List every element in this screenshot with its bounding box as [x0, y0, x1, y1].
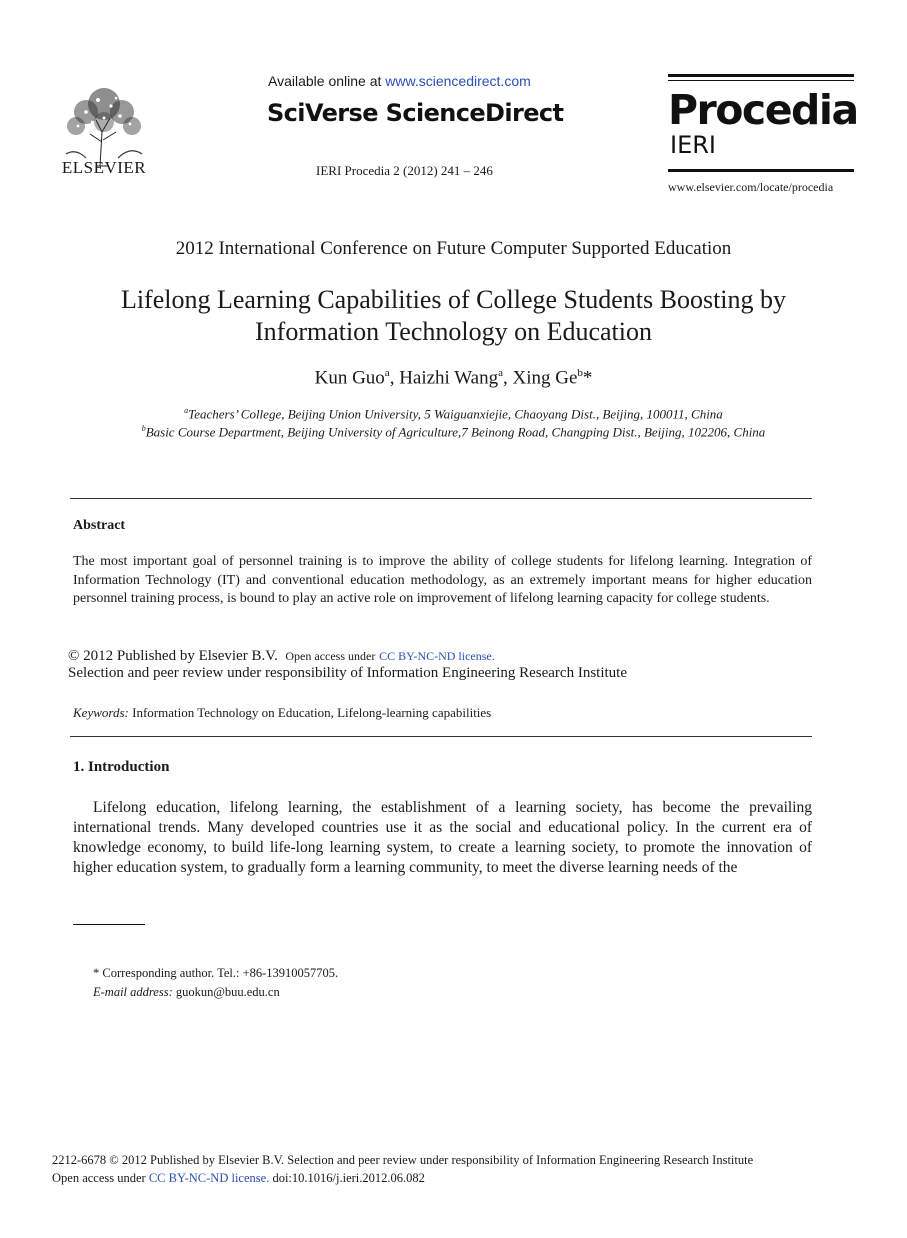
author-separator: ,	[389, 367, 400, 389]
introduction-text: Lifelong education, lifelong learning, the establishment of a learning society, has become the prevailing international trends. Many developed countries use it as the social and educational policy. In the current era of knowledge economy, to build life-long learning system, to create a learning society, to promote the innovation of higher education system, to gradually form a learning community, to meet the diverse learning needs of the	[73, 799, 812, 876]
footer-license-line	[52, 1171, 425, 1186]
footer-open-access: Open access under	[52, 1171, 146, 1185]
author-name: Kun Guo	[314, 367, 385, 389]
footer-license-link[interactable]: CC BY-NC-ND license.	[148, 1171, 270, 1185]
available-prefix: Available online at	[268, 73, 386, 89]
affiliation-b	[0, 424, 907, 440]
copyright-text: © 2012 Published by Elsevier B.V.	[68, 648, 278, 664]
procedia-bar-top	[668, 74, 854, 77]
email-label: E-mail address:	[93, 985, 173, 999]
paper-title	[60, 284, 847, 348]
affil-text: Basic Course Department, Beijing University of Agriculture,7 Beinong Road, Changping Dist., Beijing, 102206, China	[145, 424, 766, 440]
email-note	[93, 985, 280, 1000]
license-link[interactable]: CC BY-NC-ND license.	[379, 649, 495, 663]
procedia-wordmark: Procedia	[668, 86, 858, 134]
publisher-wordmark: ELSEVIER	[61, 158, 147, 177]
affil-text: Teachers’ College, Beijing Union University, 5 Waiguanxiejie, Chaoyang Dist., Beijing, 100011, China	[188, 406, 723, 422]
procedia-subtitle: IERI	[670, 131, 716, 159]
affil-mark: b	[141, 424, 146, 433]
author-name: Haizhi Wang	[399, 367, 499, 389]
procedia-url[interactable]: www.elsevier.com/locate/procedia	[668, 180, 834, 194]
footer-issn-line: 2212-6678 © 2012 Published by Elsevier B.V. Selection and peer review under responsibility of Information Engineering Research Institute	[52, 1153, 754, 1167]
keywords	[73, 705, 491, 721]
doi[interactable]: doi:10.1016/j.ieri.2012.06.082	[272, 1171, 425, 1185]
title-line-2: Information Technology on Education	[255, 317, 652, 346]
author-affil-mark: a	[384, 367, 390, 379]
email-address[interactable]: guokun@buu.edu.cn	[175, 985, 280, 999]
author-affil-mark: b	[577, 367, 583, 379]
author-name: Xing Ge	[512, 367, 578, 389]
corresponding-mark: *	[582, 367, 593, 389]
copyright-line	[68, 648, 495, 665]
title-line-1: Lifelong Learning Capabilities of College Students Boosting by	[120, 285, 787, 314]
introduction-body	[73, 798, 812, 878]
open-access-text: Open access under	[285, 649, 376, 663]
peer-review-line: Selection and peer review under responsibility of Information Engineering Research Institute	[68, 665, 627, 681]
corresponding-author-note: * Corresponding author. Tel.: +86-13910057705.	[93, 966, 339, 980]
affil-mark: a	[184, 406, 189, 415]
available-online	[268, 73, 531, 89]
author-separator: ,	[502, 367, 513, 389]
procedia-bar-bottom	[668, 169, 854, 172]
introduction-heading: 1. Introduction	[73, 759, 170, 775]
affiliation-a	[0, 406, 907, 422]
abstract-heading: Abstract	[73, 518, 126, 533]
keywords-label: Keywords:	[73, 705, 129, 720]
footnote-rule	[73, 924, 145, 925]
journal-reference: IERI Procedia 2 (2012) 241 – 246	[316, 163, 493, 178]
sciencedirect-link[interactable]: www.sciencedirect.com	[385, 73, 531, 89]
procedia-bar-thin	[668, 80, 854, 81]
conference-name: 2012 International Conference on Future Computer Supported Education	[175, 238, 732, 259]
divider-bottom	[70, 736, 812, 737]
author-affil-mark: a	[498, 367, 503, 379]
abstract-body: The most important goal of personnel training is to improve the ability of college students for lifelong learning. Integration of Information Technology (IT) and conventional education methodology, as an extremely important means for higher education personnel training process, is bound to play an active role on improvement of lifelong learning capacity for college students.	[73, 554, 812, 606]
sciverse-logo: SciVerse ScienceDirect	[267, 99, 564, 127]
keywords-text: Information Technology on Education, Lifelong-learning capabilities	[132, 705, 492, 720]
author-list	[0, 367, 907, 389]
divider-top	[70, 498, 812, 499]
